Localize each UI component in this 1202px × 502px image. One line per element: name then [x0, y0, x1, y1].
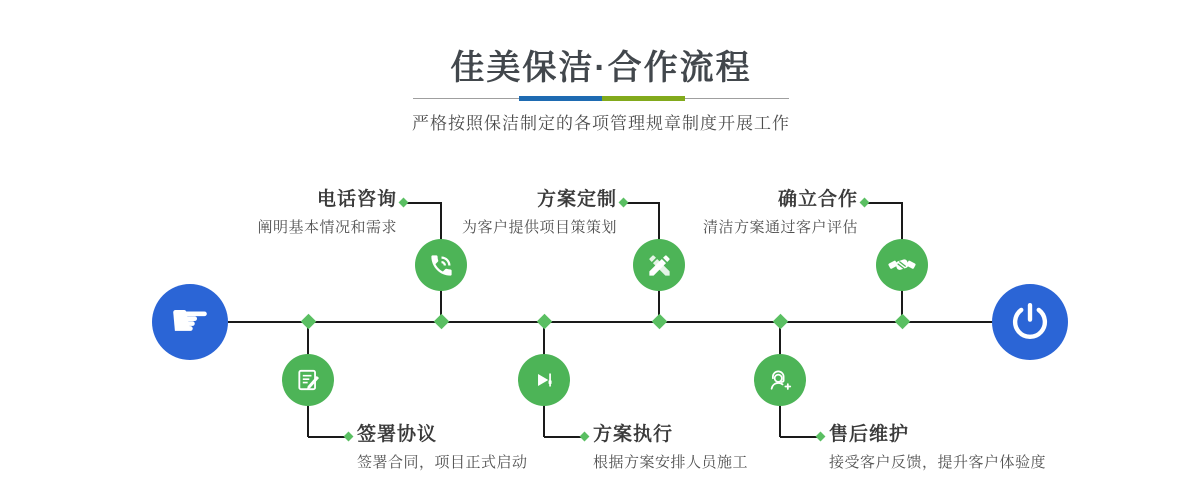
divider-green-segment — [602, 96, 685, 101]
step-desc: 清洁方案通过客户评估 — [702, 219, 858, 236]
contract-sign-icon — [295, 367, 321, 393]
step-icon-circle — [633, 239, 685, 291]
step-label-establish-cooperation — [703, 189, 858, 237]
timeline-main-line — [228, 321, 994, 323]
step-desc: 阐明基本情况和需求 — [257, 219, 397, 236]
step-label-aftersales-maintenance — [829, 424, 1046, 472]
step-label-sign-agreement — [357, 424, 528, 472]
step-icon-circle — [876, 239, 928, 291]
label-diamond — [580, 432, 590, 442]
timeline-diamond — [301, 314, 317, 330]
timeline-diamond — [434, 314, 450, 330]
timeline-start-node — [152, 284, 228, 360]
timeline-end-node — [992, 284, 1068, 360]
label-diamond — [399, 198, 409, 208]
design-pencil-icon — [646, 252, 673, 279]
step-title: 签署协议 — [357, 424, 438, 445]
connector-line — [780, 436, 818, 438]
power-icon — [1009, 301, 1051, 343]
label-diamond — [816, 432, 826, 442]
step-desc: 接受客户反馈，提升客户体验度 — [829, 454, 1047, 471]
step-title: 电话咨询 — [316, 189, 397, 210]
timeline-diamond — [773, 314, 789, 330]
step-desc: 根据方案安排人员施工 — [593, 454, 749, 471]
label-diamond — [619, 198, 629, 208]
label-diamond — [860, 198, 870, 208]
step-label-phone-consult — [257, 189, 397, 237]
step-desc: 为客户提供项目策策划 — [461, 219, 617, 236]
page-title: 佳美保洁·合作流程 — [450, 49, 752, 87]
phone-call-icon — [428, 252, 455, 279]
timeline-diamond — [895, 314, 911, 330]
connector-line — [868, 202, 903, 204]
step-title: 方案执行 — [593, 424, 674, 445]
step-desc: 签署合同，项目正式启动 — [357, 454, 528, 471]
step-label-plan-customize — [462, 189, 617, 237]
step-title: 方案定制 — [536, 189, 617, 210]
divider-blue-segment — [519, 96, 602, 101]
label-diamond — [344, 432, 354, 442]
step-title: 售后维护 — [829, 424, 910, 445]
connector-line — [544, 436, 582, 438]
step-icon-circle — [282, 354, 334, 406]
step-icon-circle — [518, 354, 570, 406]
timeline-diamond — [652, 314, 668, 330]
connector-line — [627, 202, 660, 204]
play-execute-icon — [531, 367, 557, 393]
connector-line — [308, 436, 346, 438]
step-icon-circle — [415, 239, 467, 291]
headset-service-icon — [766, 366, 794, 394]
timeline-diamond — [537, 314, 553, 330]
connector-line — [407, 202, 442, 204]
handshake-icon — [887, 250, 917, 280]
step-title: 确立合作 — [777, 189, 858, 210]
step-icon-circle — [754, 354, 806, 406]
pointing-hand-icon: ☛ — [169, 294, 211, 346]
page-subtitle: 严格按照保洁制定的各项管理规章制度开展工作 — [412, 114, 790, 133]
step-label-plan-execution — [593, 424, 748, 472]
